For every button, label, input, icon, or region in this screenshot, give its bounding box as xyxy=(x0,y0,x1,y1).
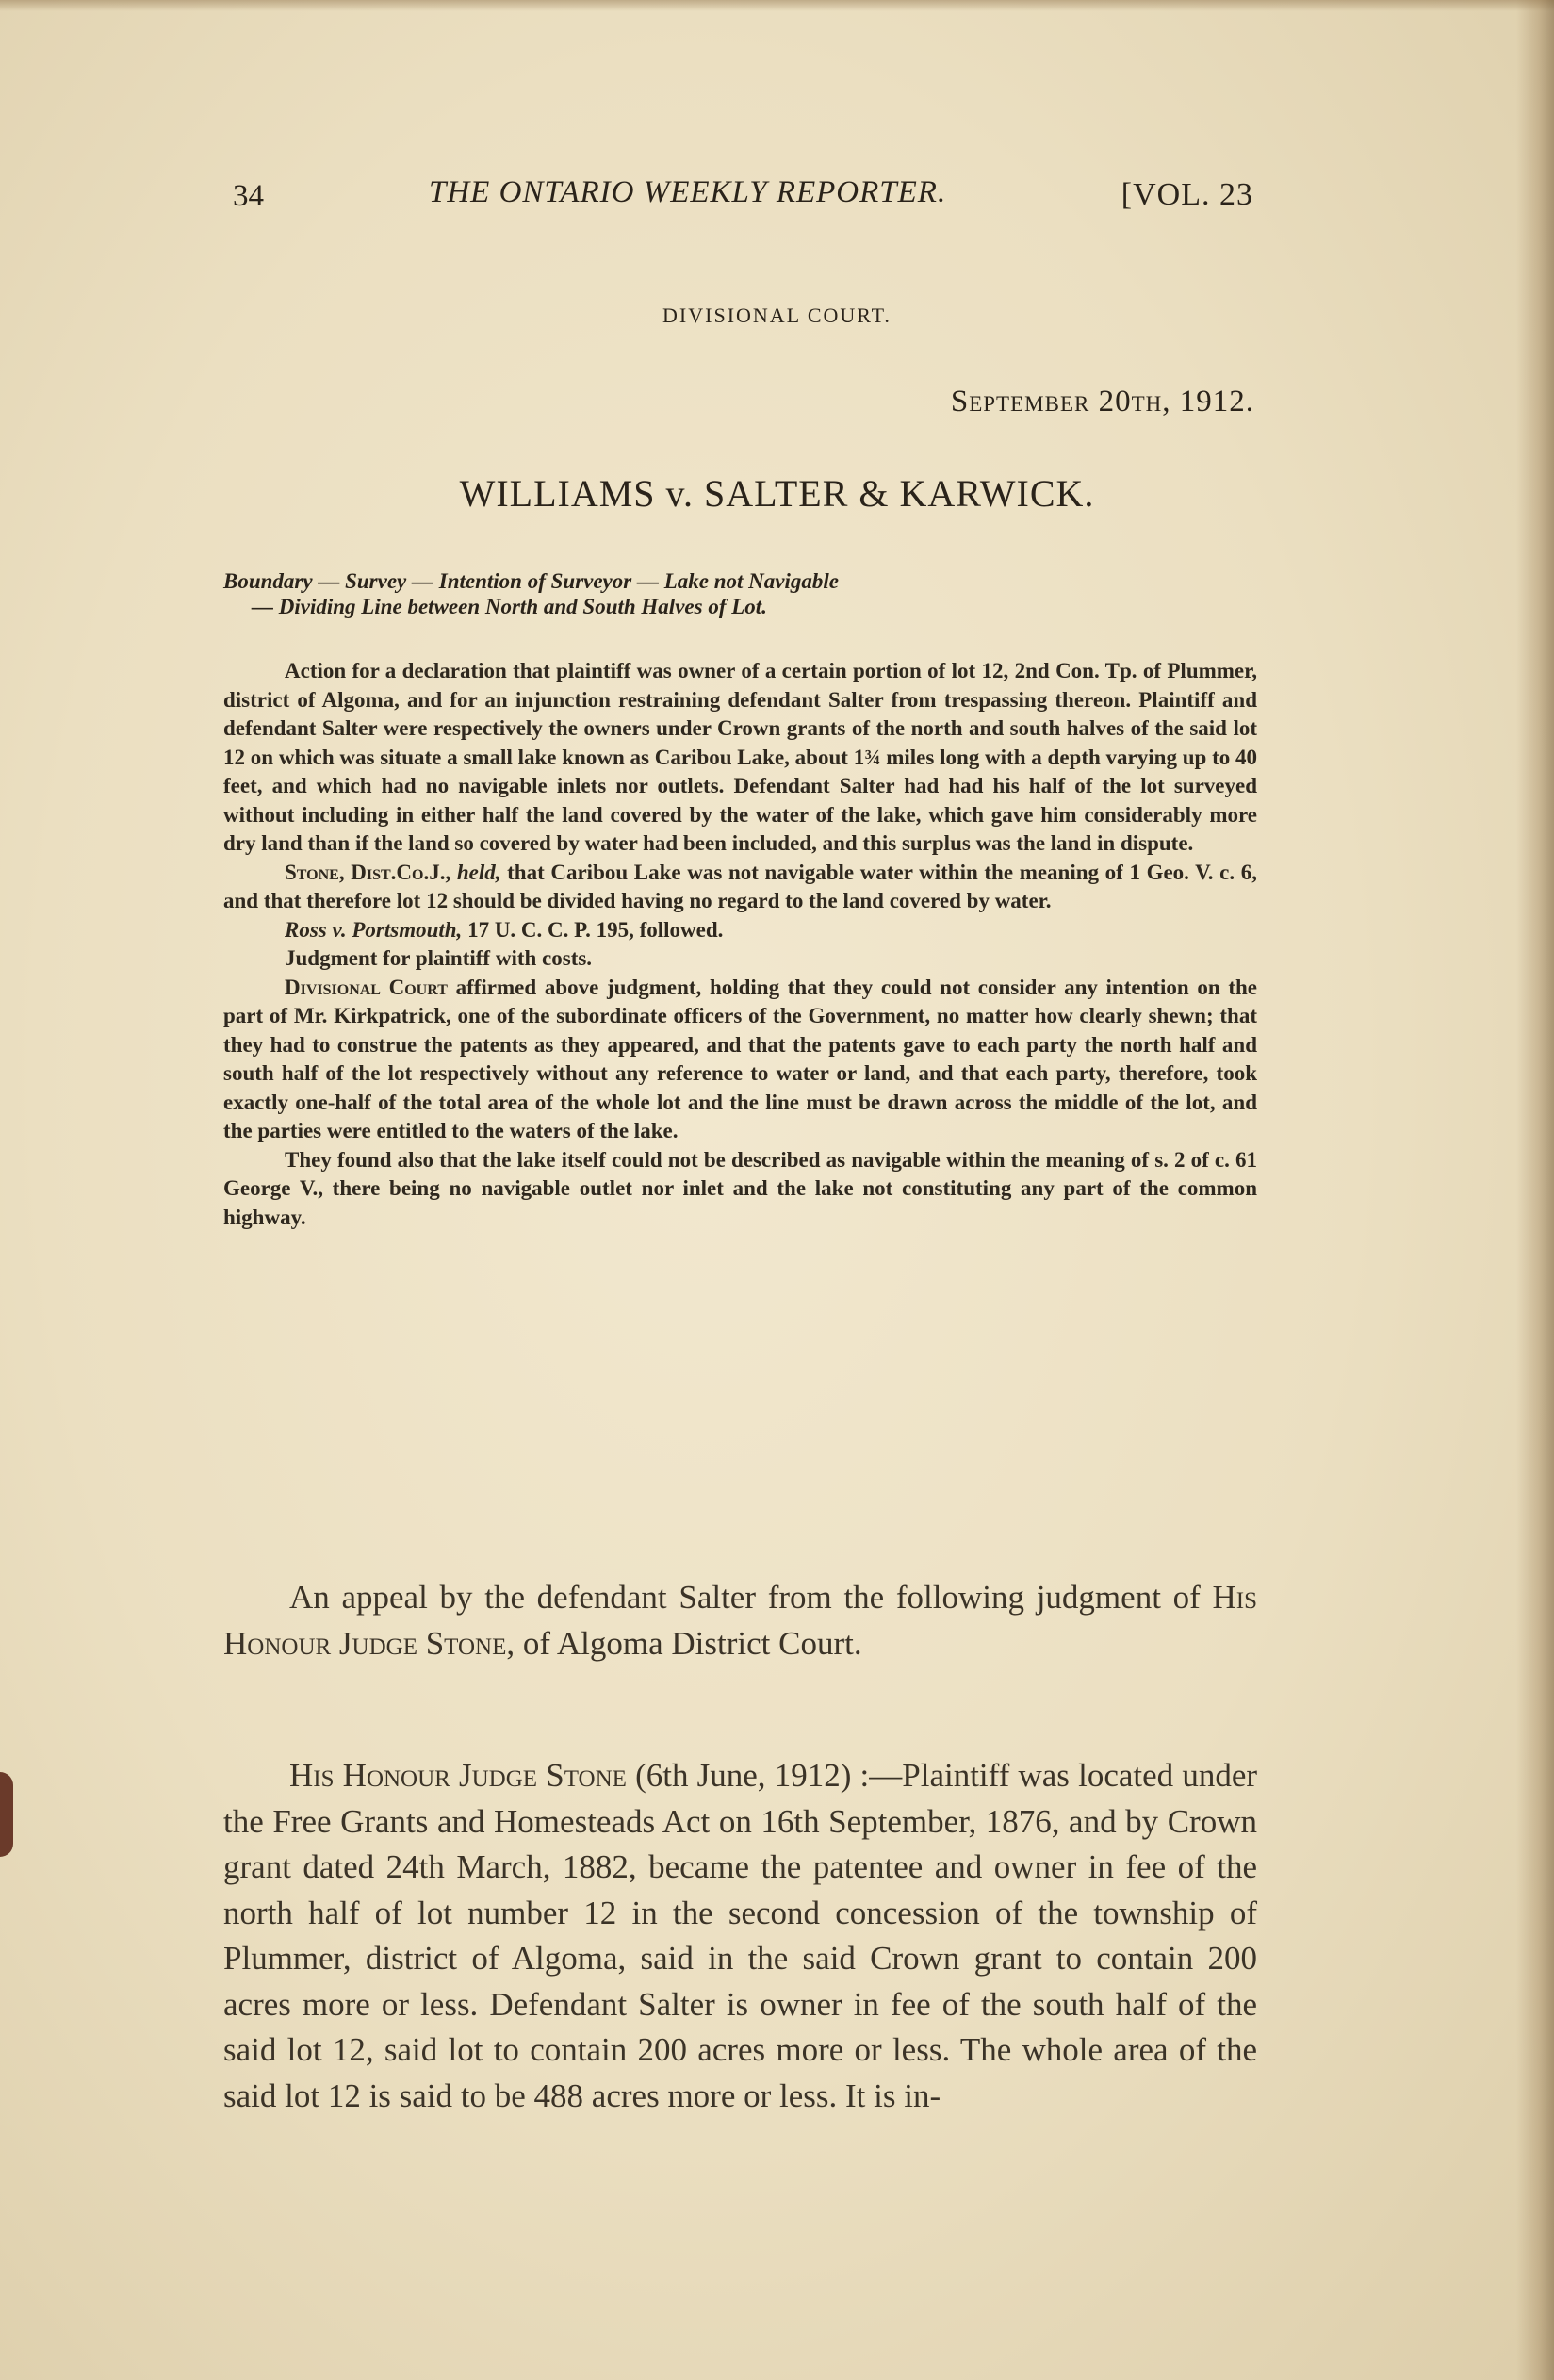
cited-case: Ross v. Portsmouth, xyxy=(285,917,463,942)
page-top-edge xyxy=(0,0,1554,11)
syllabus-paragraph-facts: Action for a declaration that plaintiff was owner of a certain portion of lot 12, 2nd Con. Tp. of Plummer, district of Algoma, and for an injunction restraining defendant Salter from trespassing thereon. Plaintiff and defendant Salter were respectively the owners under Crown grants of the north and south halves of the said lot 12 on which was situate a small lake known as Caribou Lake, about 1¾ miles long with a depth varying up to 40 feet, and which had no navigable inlets nor outlets. Defendant Salter had had his half of the lot surveyed without including in either half the land covered by the water of the lake, which gave him considerably more dry land than if the land so covered by water had been included, and this surplus was the land in dispute. xyxy=(223,659,1257,855)
case-title: WILLIAMS v. SALTER & KARWICK. xyxy=(459,472,1095,515)
trial-judge-name: Stone, Dist.Co.J., xyxy=(285,860,451,884)
running-head xyxy=(233,175,1253,222)
page-number: 34 xyxy=(233,179,264,213)
syllabus-paragraph-held xyxy=(223,859,1257,916)
binding-mark xyxy=(0,1772,13,1857)
page-right-edge xyxy=(1516,0,1554,2380)
syllabus-paragraph-citation xyxy=(223,916,1257,945)
judgment-text xyxy=(223,1753,1257,2119)
journal-title: THE ONTARIO WEEKLY REPORTER. xyxy=(429,175,947,209)
decision-date: September 20th, 1912. xyxy=(950,385,1254,419)
headnote-line-2: — Dividing Line between North and South Halves of Lot. xyxy=(252,595,767,618)
appeal-court-name: Divisional Court xyxy=(285,975,448,999)
held-word: held, xyxy=(456,860,501,884)
court-name: DIVISIONAL COURT. xyxy=(662,304,892,327)
syllabus-paragraph-navigability: They found also that the lake itself could not be described as navigable within the meaning of s. 2 of c. 61 George V., there being no navigable outlet nor inlet and the lake not constituting any part of the common highway. xyxy=(223,1147,1257,1229)
held-text: that Caribou Lake was not navigable water within the meaning of 1 Geo. V. c. 6, and that therefore lot 12 should be divided having no regard to the land covered by water. xyxy=(223,860,1258,912)
syllabus xyxy=(223,657,1257,1232)
appeal-intro-after: of Algoma District Court. xyxy=(522,1625,862,1662)
headnote-line-1: Boundary — Survey — Intention of Surveyor — Lake not Navigable xyxy=(223,569,839,593)
appeal-intro-before: An appeal by the defendant Salter from the following judgment of xyxy=(289,1579,1201,1616)
appeal-intro xyxy=(223,1574,1257,1666)
volume-label: [VOL. 23 xyxy=(1121,177,1253,212)
syllabus-paragraph-appeal xyxy=(223,974,1257,1146)
appeal-intro-judge: His Honour Judge Stone, xyxy=(223,1579,1257,1662)
judgment-body: (6th June, 1912) :—Plaintiff was located under the Free Grants and Homesteads Act on 16th September, 1876, and by Crown grant dated 24th March, 1882, became the patentee and owner in fee of the north half of lot number 12 in the second concession of the township of Plummer, district of Algoma, said in the said Crown grant to contain 200 acres more or less. Defendant Salter is owner in fee of the south half of the said lot 12, said lot to contain 200 acres more or less. The whole area of the said lot 12 is said to be 488 acres more or less. It is in- xyxy=(223,1757,1258,2114)
appeal-text: affirmed above judgment, holding that they could not consider any intention on the part of Mr. Kirkpatrick, one of the subordinate officers of the Government, no matter how clearly shewn; that they had to construe the patents as they appeared, and that the patents gave to each party the north half and south half of the lot respectively without any reference to water or land, and that each party, therefore, took exactly one-half of the total area of the whole lot and the line must be drawn across the middle of the lot, and the parties were entitled to the waters of the lake. xyxy=(223,975,1257,1142)
citation-text: 17 U. C. C. P. 195, followed. xyxy=(467,917,724,942)
headnote xyxy=(223,568,1257,619)
syllabus-paragraph-judgment: Judgment for plaintiff with costs. xyxy=(285,946,593,970)
judgment-judge: His Honour Judge Stone xyxy=(289,1757,627,1794)
